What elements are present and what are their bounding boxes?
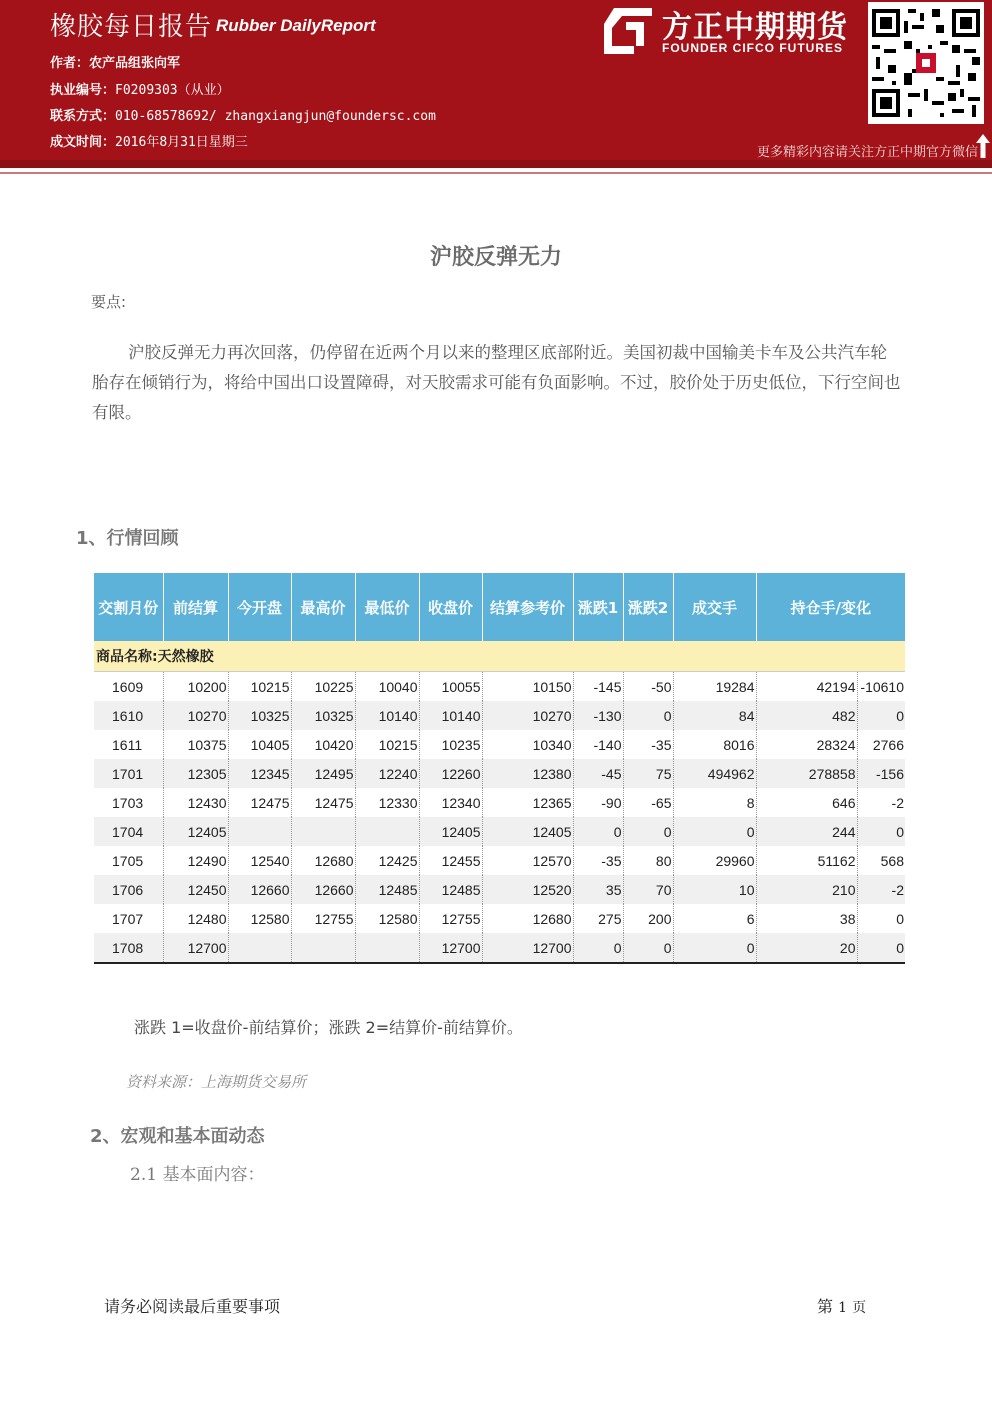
table-cell: 19284 [673,672,756,702]
table-cell: 10150 [482,672,573,702]
table-cell: 12345 [228,759,291,788]
table-cell: 10200 [163,672,228,702]
table-cell: 482 [756,701,857,730]
table-row [94,904,905,933]
table-cell: 10420 [291,730,355,759]
table-cell: 12580 [355,904,419,933]
contact-label: 联系方式： [50,109,116,124]
table-cell: -65 [623,788,673,817]
table-cell: 0 [896,910,904,927]
table-cell: -140 [573,730,623,759]
table-cell: 244 [756,817,857,846]
table-cell: 1611 [94,730,163,759]
table-cell: 0 [857,817,905,846]
table-cell: 12680 [291,846,355,875]
table-cell: 12755 [291,904,355,933]
table-cell: -145 [573,672,623,702]
table-cell: 12485 [419,875,482,904]
table-cell: -45 [573,759,623,788]
col-header-change2: 涨跌2 [623,573,673,641]
table-cell: 8016 [673,730,756,759]
table-row [94,875,905,904]
table-cell [228,933,291,963]
table-cell: 12380 [482,759,573,788]
table-cell: 51162 [756,846,857,875]
table-cell: -2 [891,794,904,811]
col-header-delivery-month: 交割月份 [94,573,163,641]
table-cell: 1703 [94,788,163,817]
table-cell: 6 [673,904,756,933]
table-cell: 1704 [94,817,163,846]
col-header-high: 最高价 [291,573,355,641]
table-cell: 10325 [291,701,355,730]
footer-notice: 请务必阅读最后重要事项 [104,1297,281,1316]
table-row [94,933,905,963]
col-header-open: 今开盘 [228,573,291,641]
table-cell: 12260 [419,759,482,788]
commodity-name-cell: 商品名称:天然橡胶 [94,641,905,672]
table-cell: 12700 [163,933,228,963]
date-label: 成文时间： [50,135,116,150]
table-cell: 12475 [228,788,291,817]
table-cell: 12430 [163,788,228,817]
table-cell: -35 [623,730,673,759]
table-cell: 8 [673,788,756,817]
table-cell: 1707 [94,904,163,933]
table-cell: 38 [756,904,857,933]
author-label: 作者： [50,56,90,71]
col-header-open-interest: 持仓手/变化 [756,573,905,641]
table-cell: 10215 [355,730,419,759]
table-cell: 12660 [228,875,291,904]
table-row [94,846,905,875]
table-cell: 12240 [355,759,419,788]
summary-paragraph: 沪胶反弹无力再次回落，仍停留在近两个月以来的整理区底部附近。美国初裁中国输美卡车及公共汽车轮胎存在倾销行为，将给中国出口设置障碍，对天胶需求可能有负面影响。不过，胶价处于历史低位，下行空间也有限。 [92,343,901,422]
table-cell: 12520 [482,875,573,904]
table-cell: 275 [573,904,623,933]
page-number-value: 1 [838,1300,848,1316]
page-suffix: 页 [852,1300,867,1316]
table-cell: 20 [756,933,857,963]
table-cell: 84 [673,701,756,730]
logo-text-en: FOUNDER CIFCO FUTURES [662,41,843,55]
report-title-cn: 橡胶每日报告 [50,12,213,42]
table-cell: 0 [673,933,756,963]
col-header-close: 收盘价 [419,573,482,641]
table-cell: 12475 [291,788,355,817]
table-cell [355,817,419,846]
futures-quote-table [94,573,905,964]
table-cell: 12340 [419,788,482,817]
table-row [94,730,905,759]
table-cell: 12660 [291,875,355,904]
table-cell: -90 [573,788,623,817]
table-cell: 1610 [94,701,163,730]
table-cell: 210 [756,875,857,904]
table-cell: 10 [673,875,756,904]
contact-value: 010-68578692/ zhangxiangjun@foundersc.com [115,109,436,124]
table-cell: 12485 [355,875,419,904]
col-header-low: 最低价 [355,573,419,641]
document-title: 沪胶反弹无力 [429,245,562,270]
table-cell: 12405 [163,817,228,846]
table-cell: 2766 [872,736,904,753]
founder-logo-icon [604,8,652,54]
table-cell: -10610 [860,678,904,695]
table-cell: 10375 [163,730,228,759]
change-definition-note: 涨跌 1=收盘价-前结算价；涨跌 2=结算价-前结算价。 [134,1018,523,1037]
table-cell: 29960 [673,846,756,875]
table-cell [355,933,419,963]
table-cell: 1705 [94,846,163,875]
table-cell: 12365 [482,788,573,817]
page-number [817,1294,866,1317]
logo-text-cn: 方正中期期货 [662,10,848,45]
table-cell: 12490 [163,846,228,875]
license-label: 执业编号： [50,83,116,98]
table-cell: 1706 [94,875,163,904]
table-cell: 10140 [419,701,482,730]
arrow-up-icon [976,134,990,158]
table-cell: 0 [573,933,623,963]
wechat-follow-note: 更多精彩内容请关注方正中期官方微信 [756,145,978,160]
table-cell: 0 [857,933,905,963]
table-cell: 10040 [355,672,419,702]
table-cell: 12425 [355,846,419,875]
table-cell: 12330 [355,788,419,817]
table-cell: 12540 [228,846,291,875]
table-cell: 646 [756,788,857,817]
table-cell: 12700 [419,933,482,963]
contact-line [50,105,436,124]
table-cell: 10055 [419,672,482,702]
table-row [94,672,905,702]
header-divider [0,160,992,168]
table-cell: 10405 [228,730,291,759]
table-cell: 12305 [163,759,228,788]
table-cell: 10270 [482,701,573,730]
table-cell: 0 [623,933,673,963]
table-cell: 278858 [756,759,857,788]
table-cell: -130 [573,701,623,730]
table-header-row [94,573,905,641]
section-macro-fundamentals: 2、宏观和基本面动态 [90,1126,265,1147]
table-cell: 1708 [94,933,163,963]
table-row [94,701,905,730]
table-cell: 0 [623,701,673,730]
table-cell: 42194 [756,672,857,702]
col-header-volume: 成交手 [673,573,756,641]
table-cell: 12700 [482,933,573,963]
page-prefix: 第 [817,1297,834,1316]
author-value: 农产品组张向军 [89,56,181,71]
table-cell: 10340 [482,730,573,759]
subsection-fundamentals: 2.1 基本面内容： [130,1165,265,1185]
table-cell: 12480 [163,904,228,933]
table-cell: 1609 [94,672,163,702]
table-cell: 200 [623,904,673,933]
table-cell [291,817,355,846]
table-row [94,759,905,788]
col-header-settle-ref: 结算参考价 [482,573,573,641]
table-cell: 494962 [673,759,756,788]
wechat-qr-code-icon[interactable] [868,2,984,124]
table-group-row [94,641,905,672]
data-source: 资料来源：上海期货交易所 [126,1073,307,1091]
table-cell: -50 [623,672,673,702]
table-cell: 75 [623,759,673,788]
table-cell [291,933,355,963]
table-row [94,788,905,817]
table-cell: -156 [857,759,905,788]
table-cell: 12580 [228,904,291,933]
table-cell: 0 [573,817,623,846]
author-line [50,52,180,71]
table-cell: 10225 [291,672,355,702]
table-cell: 12405 [482,817,573,846]
license-value: F0209303（从业） [115,83,230,98]
section-market-review: 1、行情回顾 [76,528,179,549]
table-cell: 0 [857,701,905,730]
table-cell: 10270 [163,701,228,730]
table-cell: 12405 [419,817,482,846]
date-value: 2016年8月31日星期三 [115,135,248,150]
table-cell: 12570 [482,846,573,875]
table-cell: 10215 [228,672,291,702]
table-cell: -2 [857,875,905,904]
col-header-change1: 涨跌1 [573,573,623,641]
table-cell: 1701 [94,759,163,788]
header-thin-divider [0,172,992,174]
table-cell: 35 [573,875,623,904]
table-cell: 28324 [756,730,857,759]
col-header-prev-settle: 前结算 [163,573,228,641]
table-cell: 10140 [355,701,419,730]
table-cell: -35 [573,846,623,875]
table-cell: 12755 [419,904,482,933]
table-cell: 12455 [419,846,482,875]
table-cell: 12680 [482,904,573,933]
table-cell: 0 [623,817,673,846]
report-title-en: Rubber DailyReport [216,16,376,35]
table-cell: 10325 [228,701,291,730]
table-cell: 10235 [419,730,482,759]
key-points-label: 要点: [91,293,127,311]
table-cell: 0 [673,817,756,846]
table-cell: 12495 [291,759,355,788]
table-cell: 12450 [163,875,228,904]
date-line [50,131,248,150]
table-row [94,817,905,846]
table-cell [228,817,291,846]
table-cell: 80 [623,846,673,875]
table-cell: 70 [623,875,673,904]
license-line [50,79,230,98]
table-cell: 568 [880,852,904,869]
